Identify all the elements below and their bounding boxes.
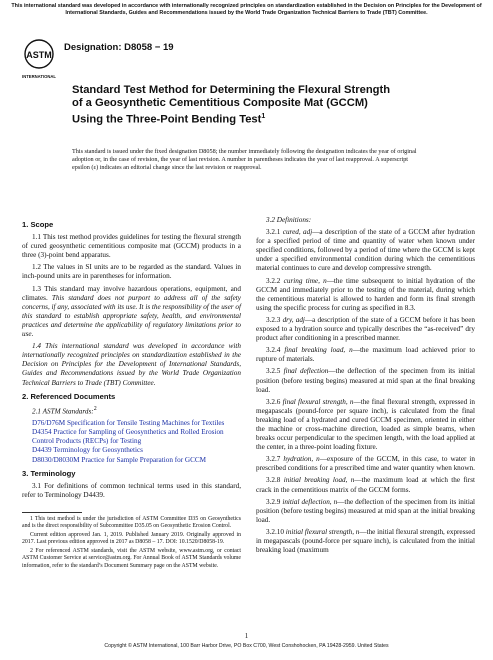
definition-number: 3.2.6 <box>266 397 281 406</box>
paragraph-1-3 <box>22 285 241 340</box>
reference-link[interactable]: D76/D76M <box>32 419 66 428</box>
footnote-2: 2 For referenced ASTM standards, visit the ASTM website, www.astm.org, or contact ASTM Customer Service at service@astm.org. For Annual Book of ASTM Standards volume information, refer to the standard’s Document Summary page on the ASTM website. <box>22 548 241 569</box>
definition-number: 3.2.4 <box>266 346 281 355</box>
paragraph-1-1: 1.1 This test method provides guidelines for testing the flexural strength of cured geosynthetic cementitious composite mat (GCCM) products in a three (3)-point bend apparatus. <box>22 233 241 260</box>
definition-text: —the initial flexural strength, expressed in megapascals (pound-force per square inch), is calculated from the initial breaking load (maximum <box>256 527 475 555</box>
right-column <box>256 216 475 558</box>
page-number: 1 <box>244 632 249 640</box>
reference-item <box>32 446 241 455</box>
definition-term: final breaking load, n <box>284 346 353 355</box>
paragraph-2-1 <box>22 405 241 416</box>
definitions-label: 3.2 Definitions: <box>266 216 312 224</box>
reference-title[interactable]: Terminology for Geosynthetics <box>53 446 143 455</box>
definition-item <box>256 498 475 525</box>
definition-term: final flexural strength, n <box>282 397 354 406</box>
reference-item <box>32 419 241 428</box>
definition-term: initial flexural strength, n <box>285 527 360 536</box>
definition-term: initial breaking load, n <box>283 476 355 485</box>
svg-text:ASTM: ASTM <box>26 50 52 60</box>
svg-text:INTERNATIONAL: INTERNATIONAL <box>22 74 56 79</box>
copyright-footer: Copyright © ASTM International, 100 Barr Harbor Drive, PO Box C700, West Conshohocken, PA 19428-2959. United States <box>104 643 389 649</box>
section-heading-terminology: 3. Terminology <box>22 468 76 478</box>
issuance-statement: This standard is issued under the fixed designation D8058; the number immediately following the designation indicates the year of original adoption or, in the case of revision, the year of last revision. A number in parentheses indicates the year of last reapproval. A superscript epsilon (ε) indicates an editorial change since the last revision or reapproval. <box>72 148 417 171</box>
reference-title[interactable]: Practice for Sampling of Geosynthetics and Rolled Erosion Control Products (RECPs) for Testing <box>32 428 224 446</box>
definition-number: 3.2.3 <box>266 315 281 324</box>
paragraph-1-3-italic: This standard does not purport to address all of the safety concerns, if any, associated with its use. It is the responsibility of the user of this standard to establish appropriate safety, health, and environmental practices and determine the applicability of regulatory limitations prior to use. <box>22 293 241 339</box>
definition-item <box>256 228 475 273</box>
paragraph-1-4-italic: 1.4 This international standard was developed in accordance with internationally recognized principles on standardization established in the Decision on Principles for the Development of International Standards, Guides and Recommendations issued by the World Trade Organization Technical Barriers to Trade (TBT) Committee. <box>22 342 241 387</box>
definition-term: curing time, n <box>283 276 327 285</box>
document-title <box>72 84 402 127</box>
footnote-divider <box>22 512 82 513</box>
definition-number: 3.2.5 <box>266 367 281 376</box>
paragraph-1-4 <box>22 342 241 387</box>
definition-text: —a description of the state of a GCCM before it has been exposed to a hydration source and typically describes the “as-received” dry product after conditioning in a prescribed manner. <box>256 315 476 343</box>
definition-number: 3.2.9 <box>266 497 281 506</box>
section-heading-referenced-documents: 2. Referenced Documents <box>22 391 116 401</box>
title-footnote-ref[interactable]: 1 <box>261 113 266 120</box>
reference-item <box>32 456 241 465</box>
definition-item <box>256 528 475 555</box>
reference-link[interactable]: D8030/D8030M <box>32 455 80 464</box>
astm-logo <box>22 38 56 82</box>
definition-text: —the maximum load achieved prior to rupture of materials. <box>256 346 476 364</box>
definition-item <box>256 455 475 473</box>
definition-item <box>256 398 475 453</box>
definition-term: hydration, n <box>283 455 320 464</box>
international-notice: This international standard was developed in accordance with internationally recognized principles on standardization established in the Decision on Principles for the Development of International Standards, Guides and Recommendations issued by the World Trade Organization Technical Barriers to Trade (TBT) Committee. <box>11 3 482 16</box>
definition-number: 3.2.1 <box>266 228 281 237</box>
definition-number: 3.2.7 <box>266 455 281 464</box>
paragraph-2-1-text: 2.1 ASTM Standards: <box>32 407 94 416</box>
definition-item <box>256 367 475 394</box>
reference-link[interactable]: D4439 <box>32 446 52 455</box>
definition-item <box>256 476 475 494</box>
definition-number: 3.2.8 <box>266 476 281 485</box>
definition-text: —the deflection of the specimen from its initial position (before testing begins) measured at mid span at the final breaking load. <box>256 367 475 394</box>
definition-text: —the time subsequent to initial hydration of the GCCM and immediately prior to the testing of the material, during which the cementitious material is allowed to harden and form its final strength using the specific process for curing as specified in 8.3. <box>256 276 476 312</box>
paragraph-1-2: 1.2 The values in SI units are to be regarded as the standard. Values in inch-pound units are in parentheses for information. <box>22 263 241 281</box>
section-heading-scope: 1. Scope <box>22 220 54 229</box>
reference-item <box>32 428 241 446</box>
reference-list <box>32 419 241 464</box>
definition-term: final deflection <box>283 367 329 376</box>
paragraph-3-2 <box>256 216 475 225</box>
definition-term: dry, adj <box>282 315 305 324</box>
footnotes <box>22 512 241 572</box>
reference-title[interactable]: Practice for Sample Preparation for GCCM <box>81 455 207 464</box>
designation: Designation: D8058 − 19 <box>64 42 174 53</box>
title-text: Standard Test Method for Determining the Flexural Strength of a Geosynthetic Cementitious Composite Mat (GCCM) Using the Three-Point Bending Test <box>72 84 391 126</box>
footnote-1-edition: Current edition approved Jan. 1, 2019. Published January 2019. Originally approved in 2017. Last previous edition approved in 2017 as D8058 – 17. DOI: 10.1520/D8058-19. <box>22 532 241 546</box>
definition-text: —the maximum load at which the first crack in the cementitious matrix of the GCCM forms. <box>256 476 475 494</box>
definition-text: —a description of the state of a GCCM after hydration for a specified period of time and quantity of water when known under specified conditions, followed by a period of time where the GCCM is kept under a specified environmental condition during which the cementitious material continues to cure and develop compressive strength. <box>256 228 475 273</box>
definition-item <box>256 346 475 364</box>
reference-title[interactable]: Specification for Tensile Testing Machines for Textiles <box>66 419 225 428</box>
footnote-ref-2[interactable]: 2 <box>93 405 97 412</box>
definition-text: —the final flexural strength, expressed in megapascals (pound-force per square inch), is calculated from the final breaking load of a hydrated and cured GCCM specimen, oriented in either the machine or cross-machine direction, loaded as simple beams, when breaks occur perpendicular to the specimen length, with the load applied at the center, in a three-point loading fixture. <box>256 397 476 452</box>
definition-item <box>256 277 475 313</box>
left-column <box>22 216 241 503</box>
definition-number: 3.2.2 <box>266 276 281 285</box>
definition-number: 3.2.10 <box>266 527 284 536</box>
definition-text: —the deflection of the specimen from its initial position (before testing begins) measured at mid span at the initial breaking load. <box>256 497 476 524</box>
definition-term: cured, adj <box>282 228 313 237</box>
paragraph-3-1: 3.1 For definitions of common technical terms used in this standard, refer to Terminology D4439. <box>22 481 241 499</box>
reference-link[interactable]: D4354 <box>32 428 52 437</box>
footnote-1: 1 This test method is under the jurisdiction of ASTM Committee D35 on Geosynthetics and is the direct responsibility of Subcommittee D35.05 on Geosynthetic Erosion Control. <box>22 516 241 530</box>
paragraph-1-3-lead: 1.3 This standard may involve hazardous operations, equipment, and climates. <box>22 284 241 302</box>
definition-text: —exposure of the GCCM, in this case, to water in prescribed conditions for a prescribed time and water quantity when known. <box>256 455 476 473</box>
definition-item <box>256 316 475 343</box>
definition-term: initial deflection, n <box>282 497 338 506</box>
